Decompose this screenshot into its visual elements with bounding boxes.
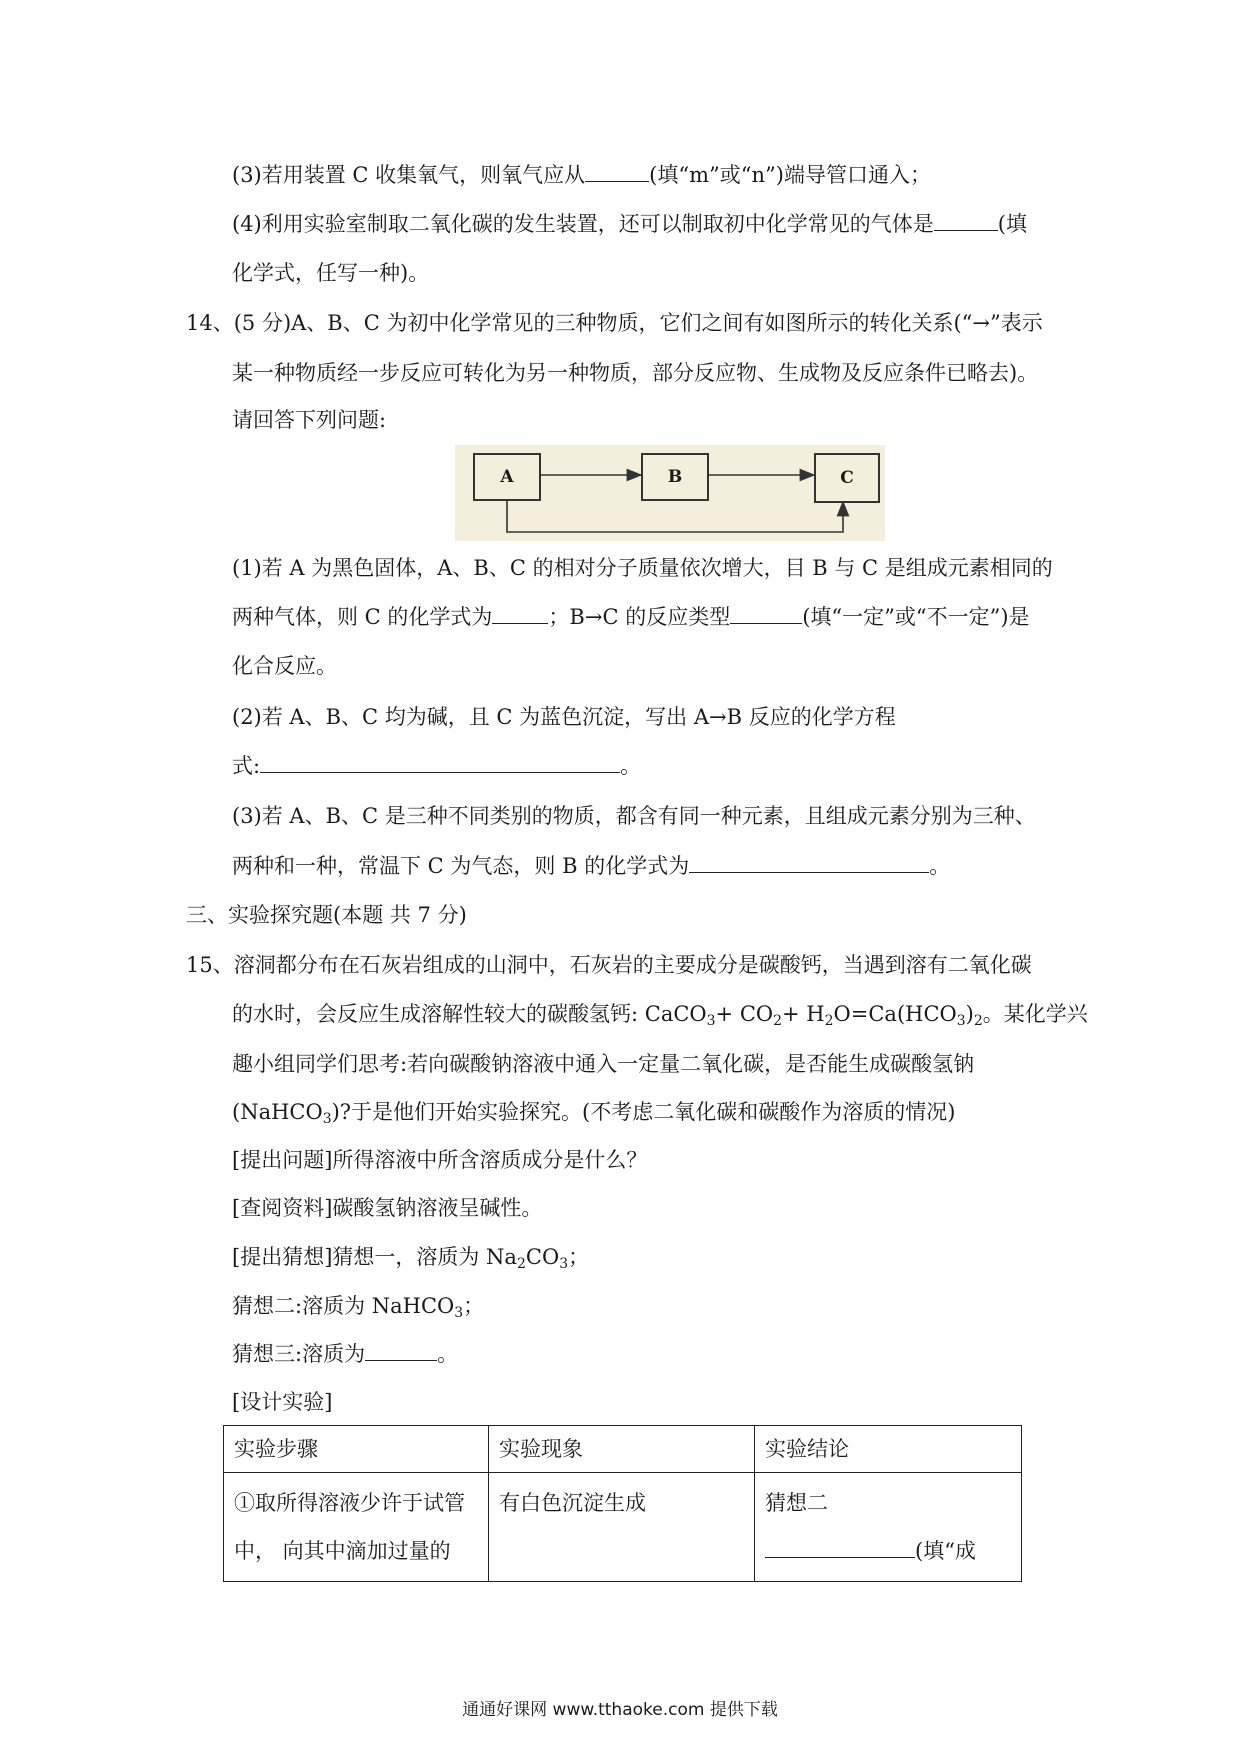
box-a: A: [473, 453, 541, 501]
experiment-table: [223, 1425, 1022, 1582]
q15-line3: 趣小组同学们思考:若向碳酸钠溶液中通入一定量二氧化碳，是否能生成碳酸氢钠: [232, 1052, 975, 1076]
q15-line2: 的水时，会反应生成溶解性较大的碳酸氢钙: CaCO$_3$+ $CO_2+ H_2O=Ca(HCO_3)_2$。某化学兴: [232, 1002, 1088, 1029]
q14-part3-line1: (3)若 A、B、C 是三种不同类别的物质，都含有同一种元素，且组成元素分别为三种、: [232, 804, 1036, 828]
q14-stem-line3: 请回答下列问题:: [232, 408, 387, 432]
section-heading: 三、实验探究题(本题 共 7 分): [186, 903, 467, 927]
q14-part1-line1: (1)若 A 为黑色固体，A、B、C 的相对分子质量依次增大，目 B 与 C 是组成元素相同的: [232, 556, 1053, 580]
q15-line1: 15、溶洞都分布在石灰岩组成的山洞中，石灰岩的主要成分是碳酸钙，当遇到溶有二氧化碳: [186, 953, 1032, 977]
q14-stem-line2: 某一种物质经一步反应可转化为另一种物质，部分反应物、生成物及反应条件已略去)。: [232, 361, 1039, 385]
q15-guess1: [提出猜想]猜想一，溶质为 $Na_2CO_3$；: [232, 1245, 590, 1272]
box-b: B: [641, 453, 709, 501]
table-header-row: [224, 1426, 1022, 1473]
header-conclusion: 实验结论: [755, 1426, 1022, 1473]
answer-blank[interactable]: [689, 852, 929, 873]
answer-blank[interactable]: [934, 210, 998, 231]
answer-blank[interactable]: [365, 1340, 437, 1361]
q14-stem-line1: 14、(5 分)A、B、C 为初中化学常见的三种物质，它们之间有如图所示的转化关系(“→”表示: [186, 311, 1043, 335]
header-phenomena: 实验现象: [489, 1426, 755, 1473]
cell-phenomena: 有白色沉淀生成: [489, 1473, 755, 1582]
q14-part2-line2: 式: 。: [232, 754, 642, 778]
q13-part4-cont: 化学式，任写一种)。: [232, 261, 430, 285]
q15-question: [提出问题]所得溶液中所含溶质成分是什么？: [232, 1148, 648, 1172]
answer-blank[interactable]: [585, 161, 649, 182]
arrow-a-to-c: [507, 498, 843, 532]
q14-part1-line2: 两种气体，则 C 的化学式为 ；B→C 的反应类型 (填“一定”或“不一定”)是: [232, 605, 1030, 629]
answer-blank[interactable]: [260, 752, 620, 773]
q15-guess3: 猜想三:溶质为 。: [232, 1342, 459, 1366]
page-footer: 通通好课网 www.tthaoke.com 提供下载: [462, 1700, 778, 1720]
cell-conclusion: 猜想二 (填“成: [755, 1473, 1022, 1582]
q15-info: [查阅资料]碳酸氢钠溶液呈碱性。: [232, 1196, 543, 1220]
q14-part1-line3: 化合反应。: [232, 654, 337, 678]
q15-line4: (NaHCO$_3$)?于是他们开始实验探究。(不考虑二氧化碳和碳酸作为溶质的情况): [232, 1100, 956, 1127]
cell-steps: ①取所得溶液少许于试管 中， 向其中滴加过量的: [224, 1473, 489, 1582]
box-c: C: [814, 453, 880, 503]
answer-blank[interactable]: [492, 603, 548, 624]
q15-design: [设计实验]: [232, 1390, 333, 1414]
q14-part2-line1: (2)若 A、B、C 均为碱，且 C 为蓝色沉淀，写出 A→B 反应的化学方程: [232, 705, 896, 729]
q13-part4: (4)利用实验室制取二氧化碳的发生装置，还可以制取初中化学常见的气体是 (填: [232, 212, 1027, 236]
q13-part3: (3)若用装置 C 收集氧气，则氧气应从 (填“m”或“n”)端导管口通入；: [232, 163, 931, 187]
answer-blank[interactable]: [765, 1537, 915, 1558]
conversion-diagram: [455, 445, 885, 541]
table-row: [224, 1473, 1022, 1582]
answer-blank[interactable]: [730, 603, 802, 624]
q15-guess2: 猜想二:溶质为 NaHCO$_3$；: [232, 1294, 485, 1321]
header-steps: 实验步骤: [224, 1426, 489, 1473]
q14-part3-line2: 两种和一种，常温下 C 为气态，则 B 的化学式为 。: [232, 854, 951, 878]
